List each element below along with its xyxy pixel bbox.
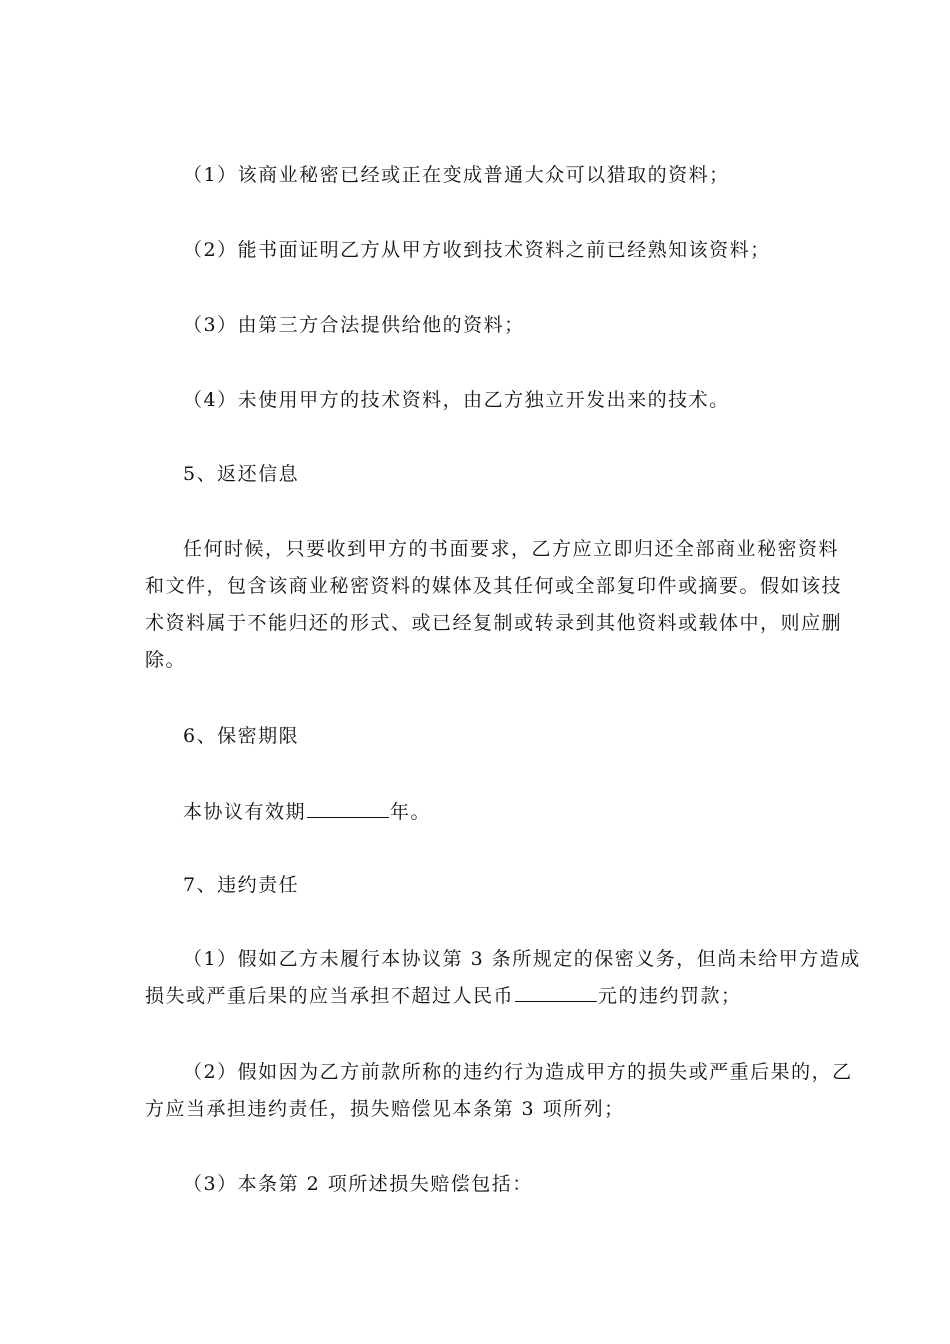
section-5-body xyxy=(145,531,843,679)
breach-1-text-before: 损失或严重后果的应当承担不超过人民币 xyxy=(145,985,515,1007)
validity-years-blank xyxy=(307,799,389,818)
breach-1-line-1: （1）假如乙方未履行本协议第 3 条所规定的保密义务，但尚未给甲方造成 xyxy=(183,948,861,970)
item-1: （1）该商业秘密已经或正在变成普通大众可以猎取的资料； xyxy=(183,164,730,186)
section-5-line-1: 任何时候，只要收到甲方的书面要求，乙方应立即归还全部商业秘密资料 xyxy=(183,538,840,560)
section-5-line-3: 术资料属于不能归还的形式、或已经复制或转录到其他资料或载体中，则应删 xyxy=(145,612,843,634)
penalty-amount-blank xyxy=(515,983,597,1002)
breach-1-line-2 xyxy=(145,978,815,1015)
validity-text-after: 年。 xyxy=(390,801,432,823)
validity-text-before: 本协议有效期 xyxy=(183,801,307,823)
section-5-line-4: 除。 xyxy=(145,649,187,671)
breach-2-line-2: 方应当承担违约责任，损失赔偿见本条第 3 项所列； xyxy=(145,1098,625,1120)
section-5-heading: 5、返还信息 xyxy=(183,463,300,485)
item-3: （3）由第三方合法提供给他的资料； xyxy=(183,314,525,336)
item-2: （2）能书面证明乙方从甲方收到技术资料之前已经熟知该资料； xyxy=(183,239,771,261)
breach-1-text-after: 元的违约罚款； xyxy=(598,985,742,1007)
section-5-line-2: 和文件，包含该商业秘密资料的媒体及其任何或全部复印件或摘要。假如该技 xyxy=(145,575,843,597)
section-7-paragraph-1 xyxy=(145,941,861,1015)
section-7-heading: 7、违约责任 xyxy=(183,874,300,896)
section-6-heading: 6、保密期限 xyxy=(183,725,300,747)
breach-2-line-1: （2）假如因为乙方前款所称的违约行为造成甲方的损失或严重后果的，乙 xyxy=(183,1061,853,1083)
section-6-body xyxy=(183,799,431,824)
breach-3: （3）本条第 2 项所述损失赔偿包括： xyxy=(183,1173,533,1195)
section-7-paragraph-2 xyxy=(145,1054,853,1128)
item-4: （4）未使用甲方的技术资料，由乙方独立开发出来的技术。 xyxy=(183,389,730,411)
